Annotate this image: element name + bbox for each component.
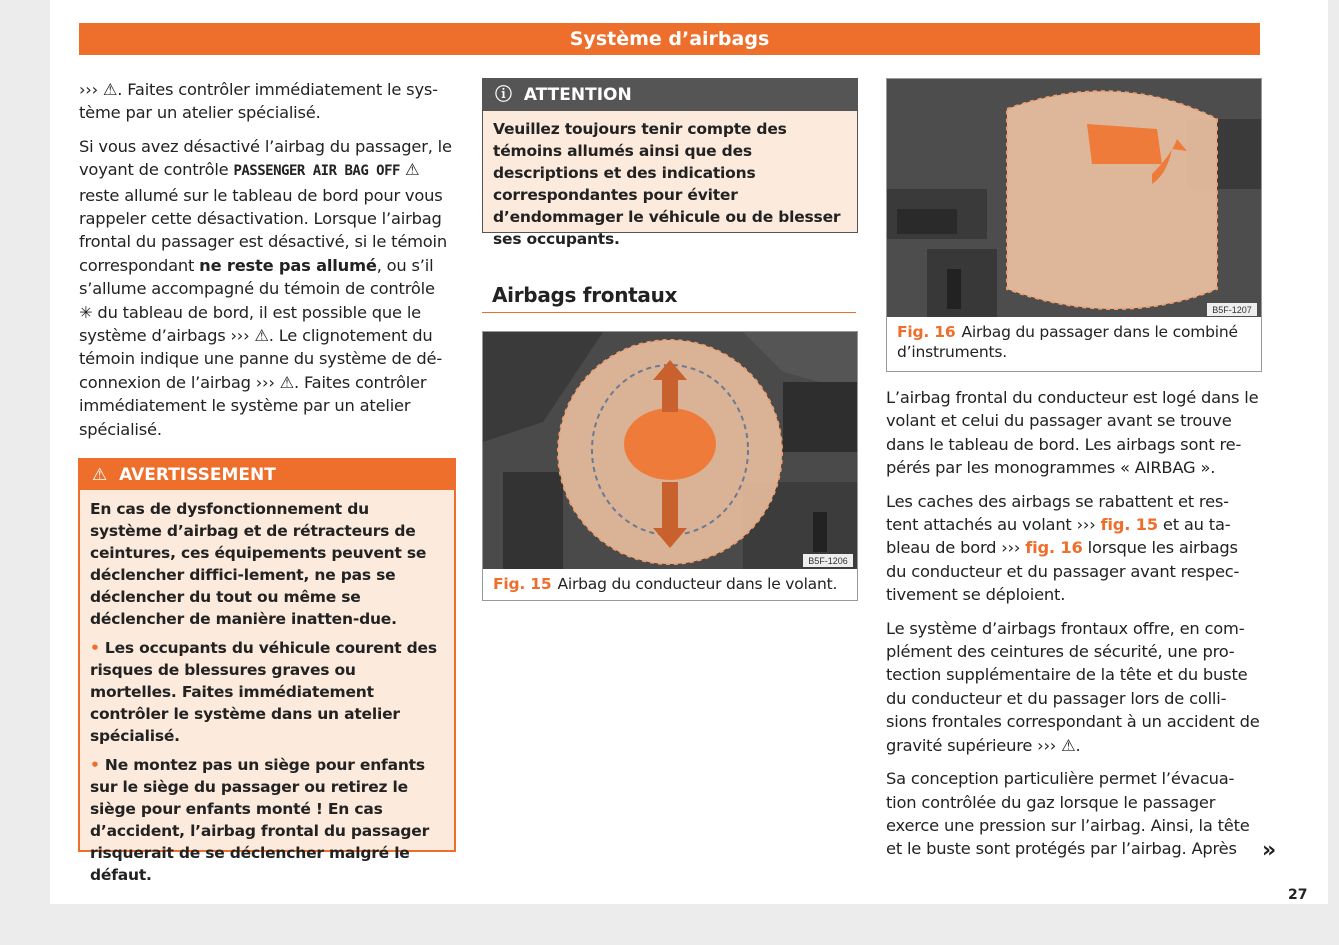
paragraph (79, 135, 455, 441)
figure-caption (483, 569, 857, 599)
paragraph: Sa conception particulière permet l’évacua-tion contrôlée du gaz lorsque le passager exerce une pression sur l’airbag. Ainsi, la tête et le buste sont protégés par l’airbag. Après (886, 769, 1250, 859)
warning-header (80, 460, 454, 490)
text: Les occupants du véhicule courent des risques de blessures graves ou mortelles. Faites immédiatement contrôler le système dans un atelier spécialisé. (90, 639, 437, 745)
text: Si vous avez désactivé l’airbag du passager, le voyant de contrôle (79, 136, 452, 180)
right-column (886, 386, 1260, 871)
caption-text: Airbag du passager dans le combiné d’instruments. (897, 323, 1238, 361)
warning-box (78, 458, 456, 884)
airbag-warning-icon: ✳ (79, 302, 93, 322)
paragraph: L’airbag frontal du conducteur est logé dans le volant et celui du passager avant se trouve dans le tableau de bord. Les airbags sont re-pérés par les monogrammes « AIRBAG ». (886, 388, 1259, 478)
figure-caption (887, 317, 1261, 367)
paragraph: ››› ⚠. Faites contrôler immédiatement le sys-tème par un atelier spécialisé. (79, 80, 438, 123)
warning-bullet (90, 754, 444, 886)
bullet-icon: • (90, 639, 100, 657)
paragraph (886, 490, 1260, 607)
passenger-airbag-icon: ⚠ (399, 160, 420, 180)
attention-body: Veuillez toujours tenir compte des témoins allumés ainsi que des descriptions et des indications correspondantes pour éviter d’endommager le véhicule ou de blesser ses occupants. (493, 120, 841, 248)
bullet-icon: • (90, 756, 100, 774)
steering-wheel-airbag-illustration (483, 332, 857, 569)
warning-paragraph: En cas de dysfonctionnement du système d’airbag et de rétracteurs de ceintures, ces équipements peuvent se déclencher diffici-lement, ne pas se déclencher du tout ou même se déclencher de manière inatten-due. (90, 500, 427, 628)
info-circle-icon: ⓘ (495, 85, 512, 105)
text: du tableau de bord, il est possible que le système d’airbags ››› ⚠. Le clignotement du témoin indique une panne du système de dé-connexion de l’airbag ››› ⚠. Faites contrôler immédiatement le système par un atelier spécialisé. (79, 302, 442, 439)
warning-triangle-icon: ⚠ (92, 465, 108, 485)
caption-text: Airbag du conducteur dans le volant. (557, 575, 838, 593)
text: Les caches des airbags se rabattent et res-tent attachés au volant ››› (886, 491, 1229, 535)
section-title: Airbags frontaux (482, 283, 856, 313)
figure-16 (886, 78, 1262, 372)
text: reste allumé sur le tableau de bord pour vous rappeler cette désactivation. Lorsque l’airbag frontal du passager est désactivé, si le témoin correspondant (79, 185, 448, 275)
figure-link-15[interactable]: fig. 15 (1100, 515, 1158, 535)
warning-title: AVERTISSEMENT (119, 465, 276, 485)
continue-mark: » (1262, 838, 1277, 863)
figure-code: B5F-1207 (1212, 305, 1252, 315)
attention-header (483, 79, 857, 111)
text: et au ta-bleau de bord ››› (886, 515, 1231, 558)
left-column (79, 78, 455, 451)
text: lorsque les airbags du conducteur et du passager avant respec-tivement se déploient. (886, 538, 1240, 605)
page-number: 27 (1288, 887, 1308, 903)
figure-code: B5F-1206 (808, 556, 848, 566)
figure-number: Fig. 16 (897, 323, 956, 341)
passenger-airbag-illustration (887, 79, 1261, 317)
attention-title: ATTENTION (523, 85, 632, 105)
figure-15 (482, 331, 858, 601)
page-header: Système d’airbags (79, 23, 1260, 55)
figure-link-16[interactable]: fig. 16 (1025, 538, 1083, 558)
warning-bullet (90, 637, 444, 747)
attention-box (482, 78, 858, 248)
indicator-label: PASSENGER AIR BAG OFF (233, 163, 400, 180)
text: Ne montez pas un siège pour enfants sur le siège du passager ou retirez le siège pour enfants monté ! En cas d’accident, l’airbag frontal du passager risquerait de se déclencher malgré le défaut. (90, 756, 430, 884)
bold-text: ne reste pas allumé (199, 255, 377, 275)
text: , ou s’il s’allume accompagné du témoin de contrôle (79, 255, 435, 299)
figure-number: Fig. 15 (493, 575, 552, 593)
paragraph: Le système d’airbags frontaux offre, en com-plément des ceintures de sécurité, une pro-tection supplémentaire de la tête et du buste du conducteur et du passager lors de colli-sions frontales correspondant à un accident de gravité supérieure ››› ⚠. (886, 618, 1260, 755)
